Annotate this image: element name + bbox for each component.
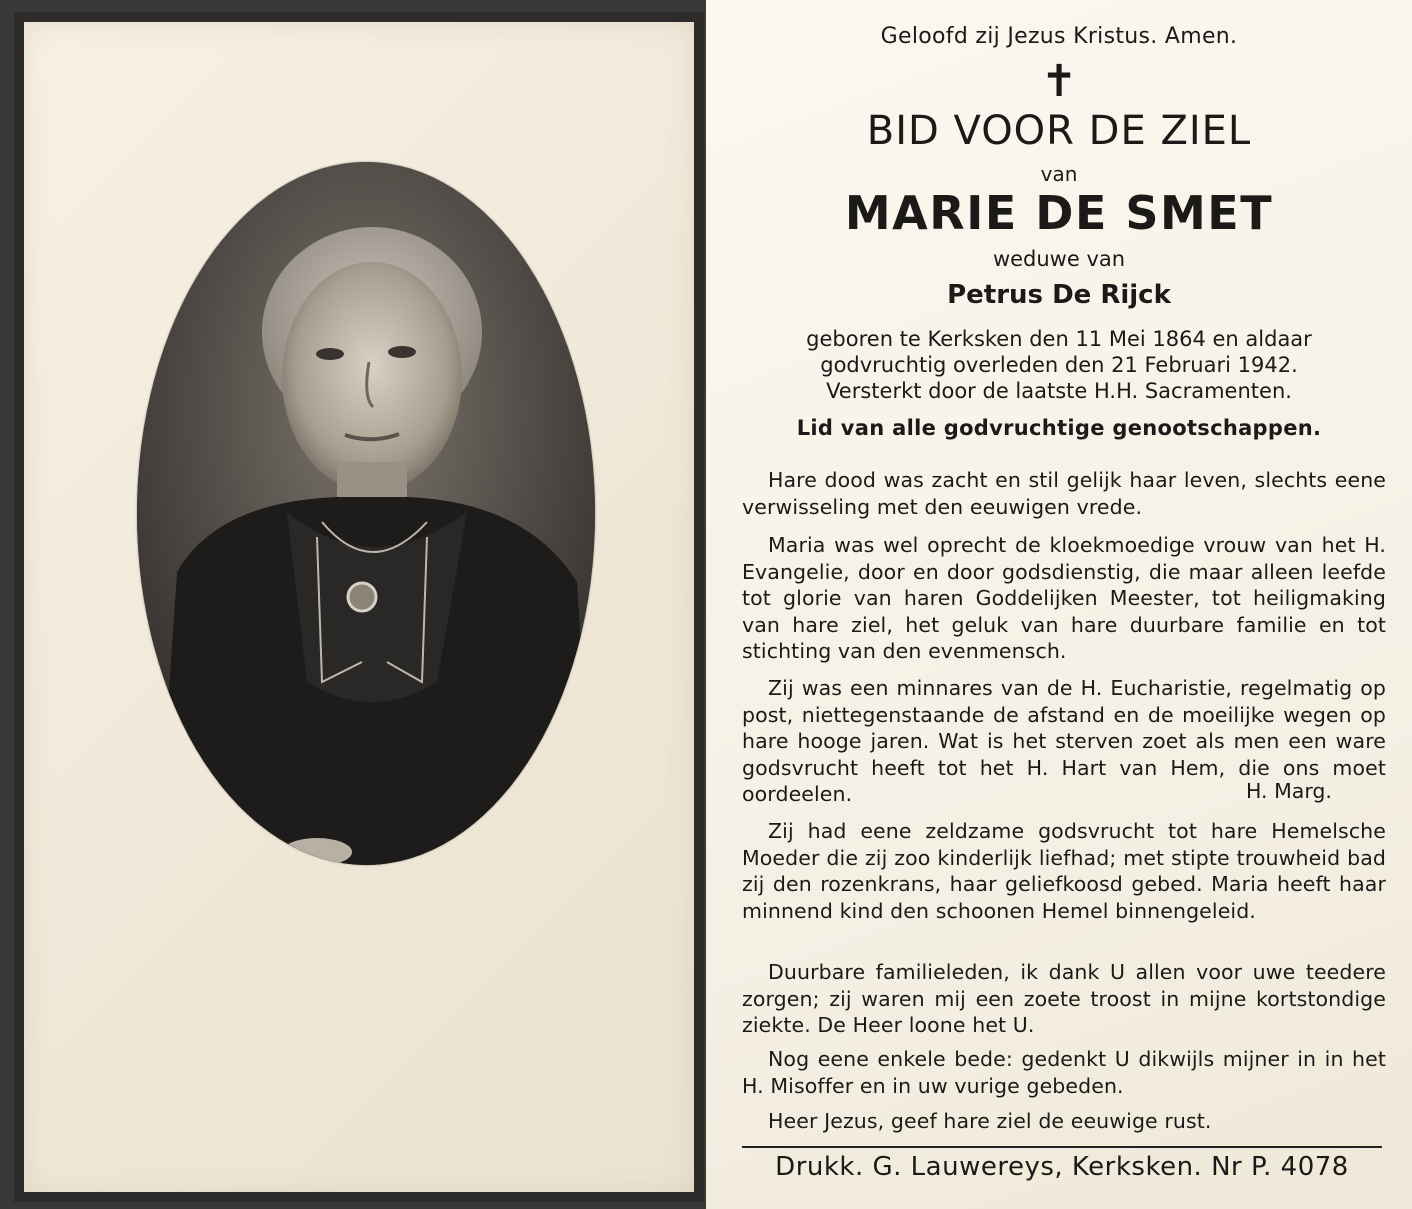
paragraph: Hare dood was zacht en stil gelijk haar leven, slechts eene verwisseling met den eeuwigen vrede. [742, 468, 1386, 519]
paragraph: Zij was een minnares van de H. Eucharistie, regelmatig op post, niettegenstaande de afstand en de moeilijke wegen op hare hooge jaren. Wat is het sterven zoet als men een ware godsvrucht heeft tot het H. Hart van Hem, die ons moet oordeelen. [742, 676, 1386, 806]
portrait-photo [137, 162, 595, 865]
paragraph: Nog eene enkele bede: gedenkt U dikwijls mijner in in het H. Misoffer en in uw vurige gebeden. [742, 1047, 1386, 1098]
invocation: Geloofd zij Jezus Kristus. Amen. [880, 24, 1238, 49]
paragraph: Duurbare familieleden, ik dank U allen voor uwe teedere zorgen; zij waren mij een zoete troost in mijne kortstondige ziekte. De Heer loone het U. [742, 960, 1386, 1037]
birth-line: geboren te Kerksken den 11 Mei 1864 en aldaar [806, 327, 1312, 351]
latin-cross-icon: ✝ [1040, 56, 1078, 107]
paragraph: Maria was wel oprecht de kloekmoedige vrouw van het H. Evangelie, door en door godsdienstig, die maar alleen leefde tot glorie van haren Goddelijken Meester, tot heiligmaking van hare ziel, het geluk van hare duurbare familie en tot stichting van den evenmensch. [742, 533, 1386, 663]
deceased-name: MARIE DE SMET [844, 186, 1274, 240]
divider [742, 1146, 1382, 1148]
death-line: godvruchtig overleden den 21 Februari 1942. [820, 353, 1298, 377]
printer-imprint: Drukk. G. Lauwereys, Kerksken. Nr P. 4078 [775, 1152, 1349, 1182]
quote-attribution: H. Marg. [1246, 779, 1332, 803]
society-line: Lid van alle godvruchtige genootschappen. [796, 416, 1322, 440]
heading: BID VOOR DE ZIEL [866, 108, 1252, 154]
paragraph: Zij had eene zeldzame godsvrucht tot hare Hemelsche Moeder die zij zoo kinderlijk liefhad; met stipte trouwheid bad zij den rozenkrans, haar geliefkoosd gebed. Maria heeft haar minnend kind den schoonen Hemel binnengeleid. [742, 819, 1386, 923]
relation-label: weduwe van [992, 247, 1126, 271]
portrait-illustration [137, 162, 595, 865]
van-label: van [1040, 162, 1078, 186]
memorial-text-card [706, 0, 1412, 1209]
sacraments-line: Versterkt door de laatste H.H. Sacramenten. [826, 379, 1292, 403]
portrait-card [22, 22, 696, 1197]
paragraph: Heer Jezus, geef hare ziel de eeuwige rust. [768, 1109, 1212, 1133]
spouse-name: Petrus De Rijck [947, 280, 1171, 310]
